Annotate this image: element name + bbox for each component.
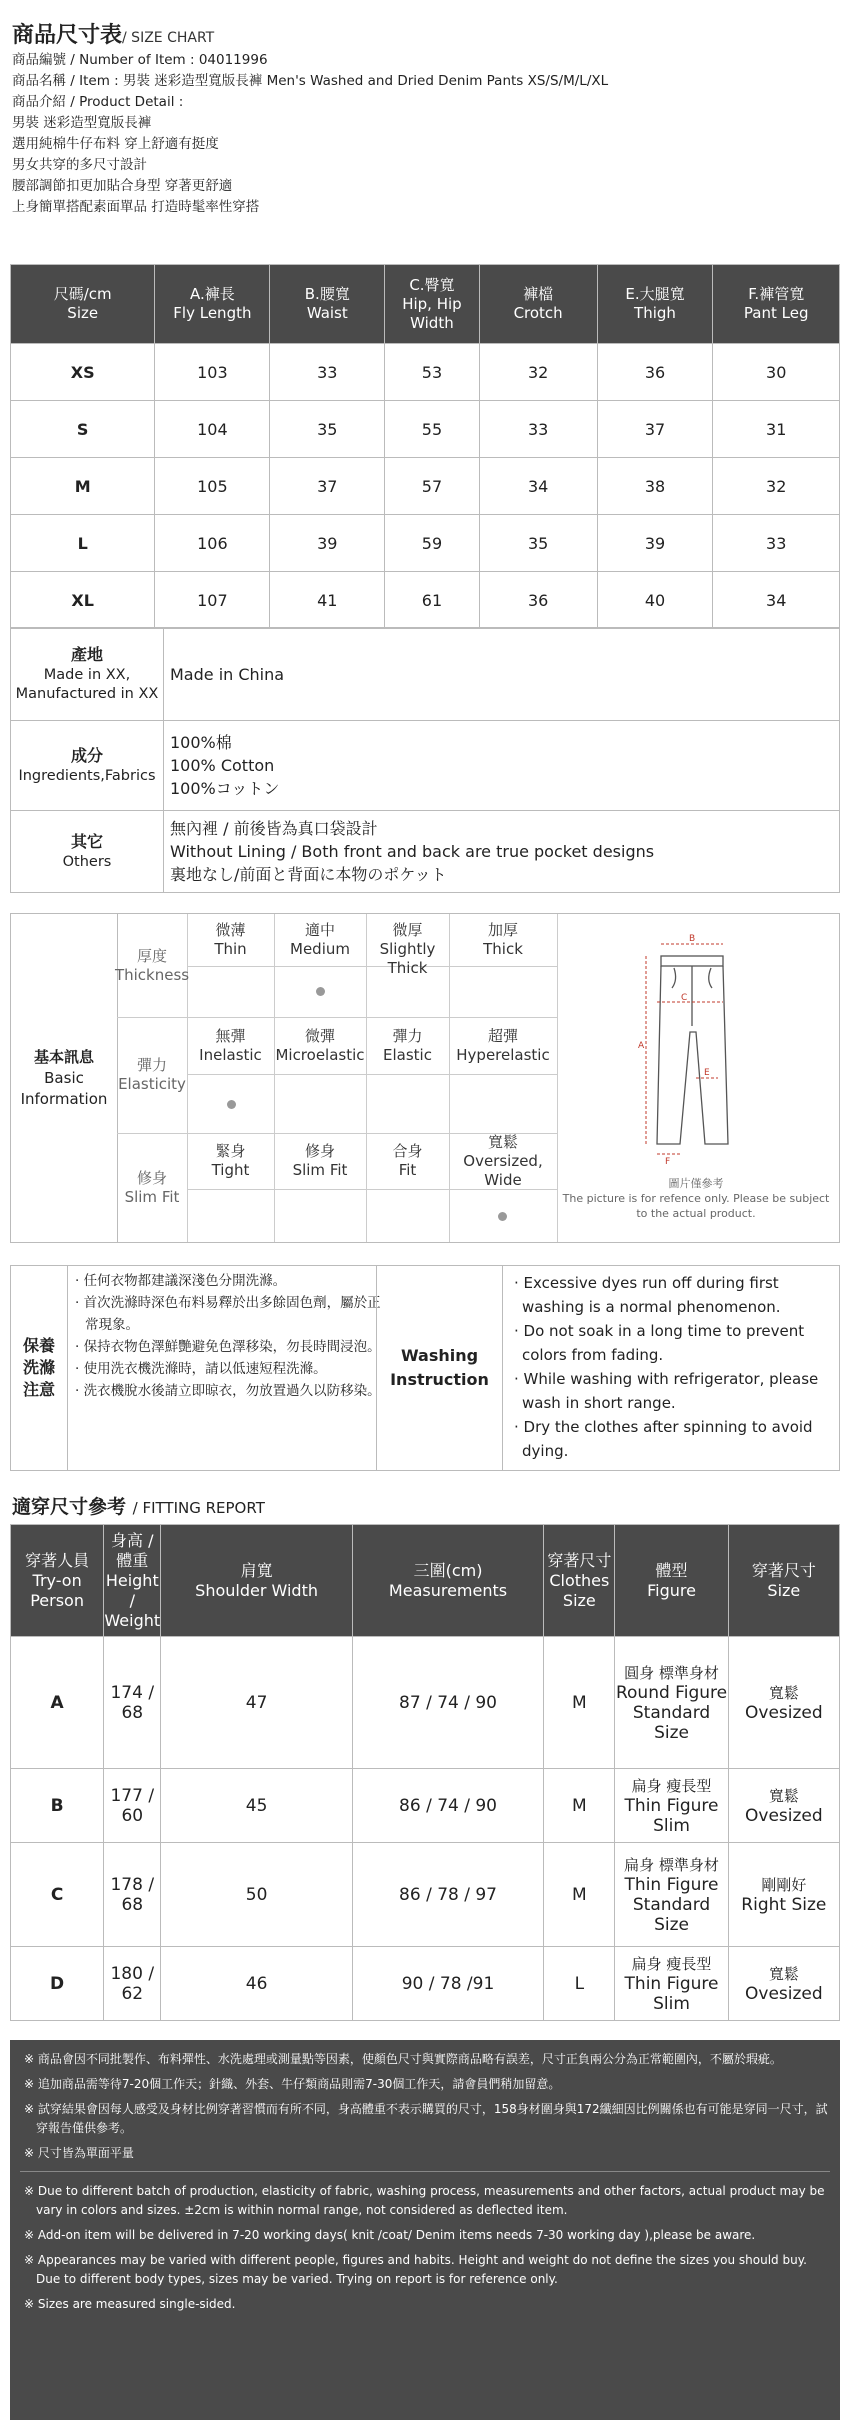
- col-header-clothes-size: 穿著尺寸 Clothes Size: [544, 1525, 615, 1637]
- value-cell: 55: [385, 401, 479, 458]
- note-zh: ※ 追加商品需等待7-20個工作天；針織、外套、牛仔類商品則需7-30個工作天，請會員們稍加留意。: [24, 2077, 561, 2091]
- elasticity-option: 無彈 Inelastic: [199, 1026, 262, 1064]
- fitting-table-header: [11, 1525, 840, 1637]
- list-item: · Dry the clothes after spinning to avoid dying.: [514, 1418, 813, 1460]
- value-cell: 31: [713, 401, 840, 458]
- value-cell: 33: [270, 344, 385, 401]
- value-cell: 61: [385, 572, 479, 629]
- table-row: D 180 / 62 46 90 / 78 /91 L 扁身 瘦長型 Thin Figure Slim 寬鬆 Ovesized: [11, 1947, 840, 2021]
- thickness-label: 厚度 Thickness: [114, 946, 190, 984]
- meta-line: 上身簡單搭配素面單品 打造時髦率性穿搭: [12, 199, 260, 215]
- ingredients-value: 100%棉 100% Cotton 100%コットン: [164, 721, 840, 811]
- size-cell: M: [11, 458, 155, 515]
- meta-line: 商品名稱 / Item : 男裝 迷彩造型寬版長褲 Men's Washed and Dried Denim Pants XS/S/M/L/XL: [12, 73, 609, 89]
- meta-line: 商品介紹 / Product Detail :: [12, 94, 184, 110]
- fit-selected-dot: [498, 1212, 507, 1221]
- thickness-selected-dot: [316, 987, 325, 996]
- size-table: [10, 264, 840, 629]
- fit-option: 緊身 Tight: [211, 1142, 250, 1179]
- col-header-crotch: 褲檔 Crotch: [479, 265, 597, 344]
- value-cell: 34: [713, 572, 840, 629]
- value-cell: 105: [155, 458, 270, 515]
- basic-info-panel: [10, 913, 840, 1243]
- note-en: ※ Appearances may be varied with different people, figures and habits. Height and weight do not define the sizes you should buy. Due to different body types, sizes may be varied. Trying on report is for reference only.: [24, 2253, 807, 2286]
- fit-label: 修身 Slim Fit: [124, 1168, 180, 1206]
- col-header-shoulder: 肩寬 Shoulder Width: [161, 1525, 352, 1637]
- col-header-size: 尺碼/cm Size: [11, 265, 155, 344]
- thickness-option: 加厚 Thick: [483, 921, 523, 958]
- value-cell: 57: [385, 458, 479, 515]
- value-cell: 103: [155, 344, 270, 401]
- col-header-person: 穿著人員 Try-on Person: [11, 1525, 104, 1637]
- size-cell: S: [11, 401, 155, 458]
- list-item: · While washing with refrigerator, please wash in short range.: [514, 1370, 819, 1412]
- care-label-en: Washing Instruction: [376, 1266, 503, 1470]
- col-header-thigh: E.大腿寬 Thigh: [597, 265, 713, 344]
- value-cell: 38: [597, 458, 713, 515]
- value-cell: 34: [479, 458, 597, 515]
- table-row: [11, 401, 840, 458]
- value-cell: 40: [597, 572, 713, 629]
- col-header-pant-leg: F.褲管寬 Pant Leg: [713, 265, 840, 344]
- note-zh: ※ 商品會因不同批製作、布料彈性、水洗處理或測量點等因素，使顏色尺寸與實際商品略有誤差，尺寸正負兩公分為正常範圍內，不屬於瑕疵。: [24, 2052, 782, 2066]
- diagram-label-b: B: [689, 934, 696, 944]
- ingredients-row: [11, 721, 840, 811]
- thickness-option: 適中 Medium: [290, 921, 350, 958]
- elasticity-option: 超彈 Hyperelastic: [456, 1026, 550, 1064]
- value-cell: 36: [479, 572, 597, 629]
- value-cell: 35: [479, 515, 597, 572]
- notes-divider: [20, 2171, 830, 2172]
- meta-line: 商品編號 / Number of Item : 04011996: [12, 52, 268, 68]
- col-header-hip: C.臀寬 Hip, Hip Width: [385, 265, 479, 344]
- note-zh: ※ 尺寸皆為單面平量: [24, 2146, 134, 2160]
- origin-value: Made in China: [164, 628, 840, 721]
- list-item: · Excessive dyes run off during first washing is a normal phenomenon.: [514, 1274, 781, 1316]
- page-title: 商品尺寸表/ SIZE CHART: [12, 23, 215, 48]
- value-cell: 37: [270, 458, 385, 515]
- thickness-option: 微薄 Thin: [214, 921, 247, 958]
- others-value: 無內裡 / 前後皆為真口袋設計 Without Lining / Both front and back are true pocket designs 裏地なし/前面と背面に本物のポケット: [164, 811, 840, 893]
- size-cell: XL: [11, 572, 155, 629]
- value-cell: 33: [479, 401, 597, 458]
- product-info-table: [10, 627, 840, 893]
- col-header-figure: 體型 Figure: [615, 1525, 728, 1637]
- value-cell: 53: [385, 344, 479, 401]
- others-label: 其它 Others: [11, 811, 164, 893]
- value-cell: 30: [713, 344, 840, 401]
- value-cell: 39: [270, 515, 385, 572]
- fitting-report-title: 適穿尺寸參考 / FITTING REPORT: [12, 1496, 265, 1518]
- diagram-label-f: F: [665, 1157, 671, 1167]
- table-row: C 178 / 68 50 86 / 78 / 97 M 扁身 標準身材 Thin Figure Standard Size 剛剛好 Right Size: [11, 1843, 840, 1947]
- thickness-option: 微厚 Slightly Thick: [379, 920, 436, 977]
- note-zh: ※ 試穿結果會因每人感受及身材比例穿著習慣而有所不同，身高體重不表示購買的尺寸，158身材圍身與172纖細因比例關係也有可能是穿同一尺寸，試穿報告僅供參考。: [24, 2102, 828, 2135]
- care-list-en: [508, 1271, 838, 1463]
- value-cell: 36: [597, 344, 713, 401]
- notes-panel: [10, 2040, 840, 2420]
- table-row: A 174 / 68 47 87 / 74 / 90 M 圓身 標準身材 Round Figure Standard Size 寬鬆 Ovesized: [11, 1637, 840, 1769]
- note-en: ※ Sizes are measured single-sided.: [24, 2297, 236, 2311]
- value-cell: 37: [597, 401, 713, 458]
- care-list-zh: [71, 1270, 381, 1402]
- col-header-fly-length: A.褲長 Fly Length: [155, 265, 270, 344]
- fitting-table: [10, 1524, 840, 2021]
- list-item: · Do not soak in a long time to prevent colors from fading.: [514, 1322, 805, 1364]
- diagram-label-c: C: [681, 993, 688, 1003]
- ingredients-label: 成分 Ingredients,Fabrics: [11, 721, 164, 811]
- meta-line: 選用純棉牛仔布料 穿上舒適有挺度: [12, 136, 219, 152]
- fit-option: 合身 Fit: [392, 1142, 423, 1179]
- table-row: [11, 458, 840, 515]
- value-cell: 33: [713, 515, 840, 572]
- table-row: [11, 344, 840, 401]
- diagram-label-a: A: [638, 1041, 645, 1051]
- elasticity-selected-dot: [227, 1100, 236, 1109]
- meta-line: 腰部調節扣更加貼合身型 穿著更舒適: [12, 178, 233, 194]
- list-item: · 首次洗滌時深色布料易釋於出多餘固色劑，屬於正常現象。: [75, 1295, 381, 1333]
- value-cell: 32: [479, 344, 597, 401]
- size-cell: XS: [11, 344, 155, 401]
- col-header-waist: B.腰寬 Waist: [270, 265, 385, 344]
- value-cell: 107: [155, 572, 270, 629]
- col-header-measurements: 三圍(cm) Measurements: [352, 1525, 543, 1637]
- value-cell: 41: [270, 572, 385, 629]
- list-item: · 洗衣機脫水後請立即晾衣，勿放置過久以防移染。: [75, 1383, 381, 1399]
- note-en: ※ Due to different batch of production, elasticity of fabric, washing process, measurements and other factors, actual product may be vary in colors and sizes. ±2cm is within normal range, not considered as deflected item.: [24, 2184, 825, 2217]
- product-meta: [12, 50, 608, 218]
- washing-instruction-panel: [10, 1265, 840, 1471]
- fit-option: 寬鬆 Oversized, Wide: [463, 1132, 543, 1189]
- diagram-label-e: E: [704, 1068, 710, 1078]
- meta-line: 男女共穿的多尺寸設計: [12, 157, 147, 173]
- origin-label: 產地 Made in XX, Manufactured in XX: [11, 628, 164, 721]
- fit-option: 修身 Slim Fit: [292, 1142, 348, 1179]
- table-row: B 177 / 60 45 86 / 74 / 90 M 扁身 瘦長型 Thin Figure Slim 寬鬆 Ovesized: [11, 1769, 840, 1843]
- elasticity-option: 微彈 Microelastic: [275, 1026, 365, 1064]
- value-cell: 59: [385, 515, 479, 572]
- value-cell: 106: [155, 515, 270, 572]
- size-cell: L: [11, 515, 155, 572]
- table-row: [11, 515, 840, 572]
- col-header-height-weight: 身高 / 體重 Height / Weight: [104, 1525, 161, 1637]
- list-item: · 使用洗衣機洗滌時，請以低速短程洗滌。: [75, 1361, 327, 1377]
- value-cell: 32: [713, 458, 840, 515]
- value-cell: 35: [270, 401, 385, 458]
- meta-line: 男裝 迷彩造型寬版長褲: [12, 115, 152, 131]
- list-item: · 任何衣物都建議深淺色分開洗滌。: [75, 1273, 287, 1289]
- value-cell: 39: [597, 515, 713, 572]
- note-en: ※ Add-on item will be delivered in 7-20 working days( knit /coat/ Denim items needs 7-30 working day ),please be aware.: [24, 2228, 756, 2242]
- elasticity-label: 彈力 Elasticity: [118, 1056, 186, 1093]
- col-header-size: 穿著尺寸 Size: [728, 1525, 839, 1637]
- others-row: [11, 811, 840, 893]
- table-row: [11, 572, 840, 629]
- diagram-caption: 圖片僅參考 The picture is for refence only. Please be subject to the actual product.: [562, 1177, 830, 1220]
- list-item: · 保持衣物色澤鮮艷避免色澤移染，勿長時間浸泡。: [75, 1339, 381, 1355]
- elasticity-option: 彈力 Elastic: [383, 1026, 432, 1064]
- value-cell: 104: [155, 401, 270, 458]
- origin-row: [11, 628, 840, 721]
- size-table-header: [11, 265, 840, 344]
- care-label-zh: 保養洗滌注意: [11, 1266, 68, 1470]
- basic-info-label: 基本訊息 Basic Information: [11, 914, 118, 1242]
